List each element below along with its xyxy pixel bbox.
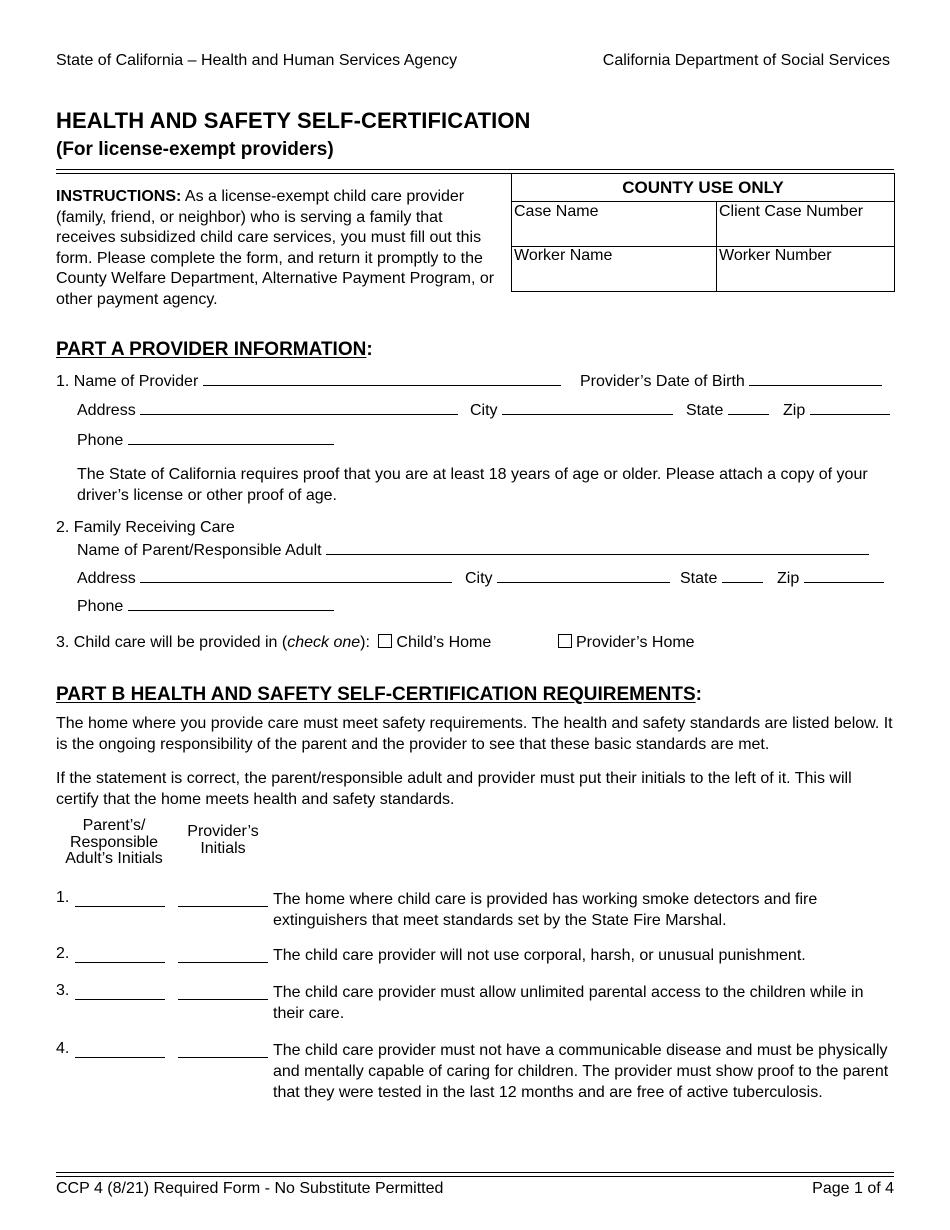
provider-state-input[interactable]: [728, 400, 769, 415]
provider-dob-row: Provider’s Date of Birth: [580, 371, 882, 391]
provider-dob-input[interactable]: [749, 371, 882, 386]
family-zip-row: Zip: [777, 568, 884, 588]
requirement-4-provider-initials[interactable]: [178, 1056, 268, 1058]
provider-zip-row: Zip: [783, 400, 890, 420]
requirement-2-parent-initials[interactable]: [75, 961, 165, 963]
instructions: [56, 187, 501, 310]
provider-city-row: City: [470, 400, 673, 420]
requirement-2-provider-initials[interactable]: [178, 961, 268, 963]
case-name-field[interactable]: Case Name: [514, 203, 599, 220]
requirement-2-text: The child care provider will not use corporal, harsh, or unusual punishment.: [273, 947, 806, 964]
footer-divider: [56, 1172, 894, 1177]
part-a-heading: PART A PROVIDER INFORMATION:: [56, 339, 373, 360]
age-notice: The State of California requires proof that you are at least 18 years of age or older. Please attach a copy of your driver’s license or other proof of age.: [77, 466, 868, 504]
requirement-4-number: 4.: [56, 1040, 70, 1057]
family-zip-input[interactable]: [804, 568, 884, 583]
requirement-1-number: 1.: [56, 889, 70, 906]
providers-home-label: Provider’s Home: [576, 634, 695, 651]
provider-address-input[interactable]: [140, 400, 458, 415]
provider-phone-input[interactable]: [128, 430, 334, 445]
requirement-1-text: The home where child care is provided has working smoke detectors and fire extinguishers that meet standards set by the State Fire Marshal.: [273, 891, 818, 929]
providers-home-checkbox[interactable]: [558, 634, 572, 648]
form-title: HEALTH AND SAFETY SELF-CERTIFICATION: [56, 108, 531, 133]
childs-home-checkbox[interactable]: [378, 634, 392, 648]
instructions-label: INSTRUCTIONS:: [56, 188, 182, 205]
childs-home-label: Child’s Home: [396, 634, 492, 651]
requirement-4-parent-initials[interactable]: [75, 1056, 165, 1058]
requirement-3-text: The child care provider must allow unlimited parental access to the children while in their care.: [273, 984, 864, 1022]
provider-zip-input[interactable]: [810, 400, 890, 415]
parent-name-input[interactable]: [326, 540, 869, 555]
agency-name: State of California – Health and Human Services Agency: [56, 52, 458, 69]
family-address-input[interactable]: [140, 568, 452, 583]
client-case-number-field[interactable]: Client Case Number: [719, 203, 864, 220]
provider-name-row: 1. Name of Provider: [56, 371, 561, 391]
family-phone-input[interactable]: [128, 596, 334, 611]
family-city-input[interactable]: [497, 568, 670, 583]
parent-initials-header: Parent’s/ Responsible Adult’s Initials: [65, 817, 163, 867]
requirement-1-parent-initials[interactable]: [75, 905, 165, 907]
care-location-row: 3. Child care will be provided in (check one): Child’s Home: [56, 634, 492, 651]
requirement-3-number: 3.: [56, 982, 70, 999]
part-b-intro-2: If the statement is correct, the parent/responsible adult and provider must put their initials to the left of it. This will certify that the home meets health and safety standards.: [56, 770, 852, 808]
department-name: California Department of Social Services: [602, 52, 890, 69]
requirement-1-provider-initials[interactable]: [178, 905, 268, 907]
provider-state-row: State: [686, 400, 769, 420]
form-identifier: CCP 4 (8/21) Required Form - No Substitute Permitted: [56, 1180, 444, 1197]
parent-name-row: Name of Parent/Responsible Adult: [77, 540, 869, 560]
county-use-box: [511, 173, 895, 292]
requirement-2-number: 2.: [56, 945, 70, 962]
family-phone-row: Phone: [77, 596, 334, 616]
provider-initials-header: Provider’s Initials: [187, 823, 259, 857]
instructions-text: As a license-exempt child care provider (family, friend, or neighbor) who is serving a family that receives subsidized child care services, you must fill out this form. Please complete the form, and return it promptly to the County Welfare Department, Alternative Payment Program, or other payment agency.: [56, 188, 495, 308]
provider-phone-row: Phone: [77, 430, 334, 450]
family-receiving-label: 2. Family Receiving Care: [56, 519, 235, 536]
provider-address-row: Address: [77, 400, 458, 420]
requirement-4-text: The child care provider must not have a communicable disease and must be physically and mentally capable of caring for children. The provider must show proof to the parent that they were tested in the last 12 months and are free of active tuberculosis.: [273, 1042, 889, 1101]
provider-city-input[interactable]: [502, 400, 673, 415]
family-state-row: State: [680, 568, 763, 588]
family-state-input[interactable]: [722, 568, 763, 583]
requirement-3-provider-initials[interactable]: [178, 998, 268, 1000]
requirement-3-parent-initials[interactable]: [75, 998, 165, 1000]
part-b-intro-1: The home where you provide care must meet safety requirements. The health and safety standards are listed below. It is the ongoing responsibility of the parent and the provider to see that these basic standards are met.: [56, 715, 893, 753]
providers-home-option: [558, 634, 695, 652]
part-b-heading: PART B HEALTH AND SAFETY SELF-CERTIFICATION REQUIREMENTS:: [56, 684, 702, 705]
worker-name-field[interactable]: Worker Name: [514, 247, 613, 264]
family-city-row: City: [465, 568, 670, 588]
county-use-title: COUNTY USE ONLY: [512, 174, 894, 202]
provider-name-input[interactable]: [203, 371, 561, 386]
worker-number-field[interactable]: Worker Number: [719, 247, 832, 264]
page-number: Page 1 of 4: [812, 1180, 894, 1197]
form-subtitle: (For license-exempt providers): [56, 139, 334, 160]
family-address-row: Address: [77, 568, 452, 588]
